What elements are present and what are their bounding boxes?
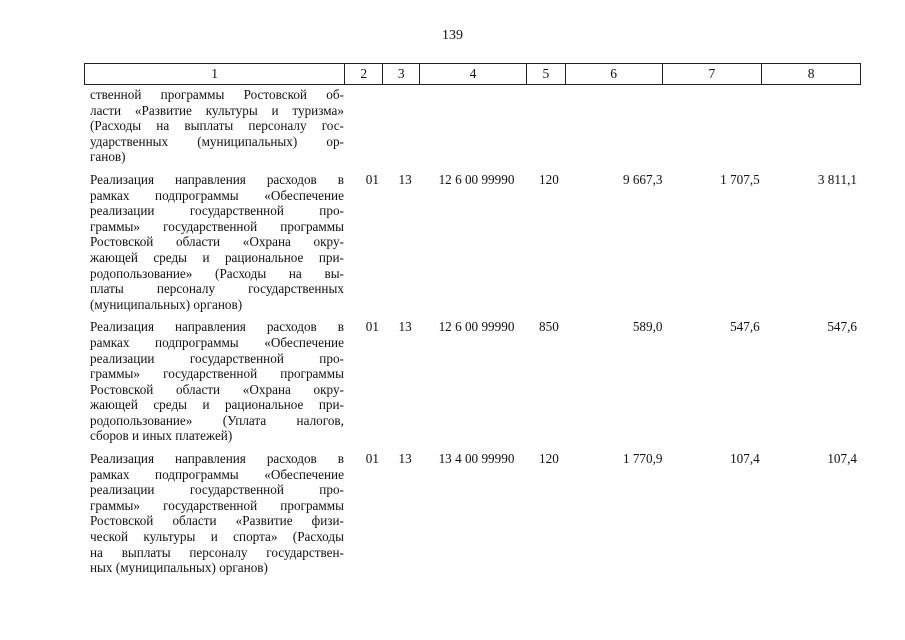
description-line: Ростовской области «Охрана окру- [90,234,344,250]
cell-amount-1: 9 667,3 [622,171,663,187]
description-line: граммы» государственной программы [90,497,344,513]
row-description [84,87,344,165]
description-line: ных (муниципальных) органов) [90,560,268,576]
table-row [84,87,861,165]
cell-amount-2: 107,4 [730,451,760,467]
description-line: ударственных (муниципальных) ор- [90,133,344,149]
table-row [84,451,861,576]
cell-amount-2 [665,87,764,165]
cell-section [344,87,387,165]
description-line: Ростовской области «Охрана окру- [90,381,344,397]
description-line: сборов и иных платежей) [90,428,233,444]
cell-expense-type: 120 [539,451,559,467]
description-line: рамках подпрограммы «Обеспечение [90,187,344,203]
cell-amount-3: 547,6 [827,319,857,335]
cell-amount-3 [764,87,861,165]
column-header-4: 4 [420,64,527,84]
cell-expense-type: 120 [539,171,559,187]
column-header-1: 1 [85,64,345,84]
description-line: платы персоналу государственных [90,281,344,297]
description-line: жающей среды и рациональное при- [90,249,344,265]
column-header-5: 5 [527,64,566,84]
column-header-6: 6 [566,64,663,84]
column-header-8: 8 [807,66,815,81]
description-line: ческой культуры и спорта» (Расходы [90,529,344,545]
cell-amount-3: 3 811,1 [817,171,857,187]
cell-amount-2: 547,6 [730,319,760,335]
description-line: родопользование» (Расходы на вы- [90,265,344,281]
description-line: Реализация направления расходов в [90,171,344,187]
description-line: Ростовской области «Развитие физи- [90,513,344,529]
description-line: граммы» государственной программы [90,366,344,382]
cell-target-article: 13 4 00 99990 [438,451,515,467]
description-line: реализации государственной про- [90,350,344,366]
cell-subsection: 13 [398,451,412,467]
description-line: на выплаты персоналу государствен- [90,544,344,560]
cell-amount-3: 107,4 [827,451,857,467]
cell-amount-1: 589,0 [632,319,663,335]
table-body [84,87,861,583]
cell-subsection: 13 [398,171,412,187]
cell-target-article: 12 6 00 99990 [438,171,515,187]
column-header-7: 7 [663,64,763,84]
description-line: рамках подпрограммы «Обеспечение [90,334,344,350]
description-line: родопользование» (Уплата налогов, [90,412,344,428]
description-line: ганов) [90,149,126,165]
description-line: Реализация направления расходов в [90,451,344,467]
cell-amount-1 [568,87,664,165]
cell-section: 01 [365,319,379,335]
description-line: реализации государственной про- [90,482,344,498]
column-header-2: 2 [345,64,383,84]
cell-amount-2: 1 707,5 [720,171,760,187]
description-line: Реализация направления расходов в [90,319,344,335]
row-description [84,172,344,312]
description-line: граммы» государственной программы [90,218,344,234]
cell-subsection [387,87,424,165]
table-header [84,63,861,85]
description-line: жающей среды и рациональное при- [90,397,344,413]
cell-target-article [423,87,529,165]
description-line: (муниципальных) органов) [90,296,243,312]
description-line: реализации государственной про- [90,203,344,219]
cell-amount-1: 1 770,9 [622,451,663,467]
description-line: ственной программы Ростовской об- [90,87,344,102]
description-line: рамках подпрограммы «Обеспечение [90,466,344,482]
description-line: ласти «Развитие культуры и туризма» [90,102,344,118]
row-description [84,319,344,444]
cell-expense-type [530,87,569,165]
column-header-3: 3 [383,64,420,84]
row-description [84,451,344,576]
cell-expense-type: 850 [539,319,559,335]
description-line: (Расходы на выплаты персоналу гос- [90,118,344,134]
cell-subsection: 13 [398,319,412,335]
table-row [84,172,861,312]
cell-section: 01 [365,171,379,187]
cell-section: 01 [365,451,379,467]
table-row [84,319,861,444]
cell-target-article: 12 6 00 99990 [438,319,515,335]
page-number: 139 [442,28,463,43]
